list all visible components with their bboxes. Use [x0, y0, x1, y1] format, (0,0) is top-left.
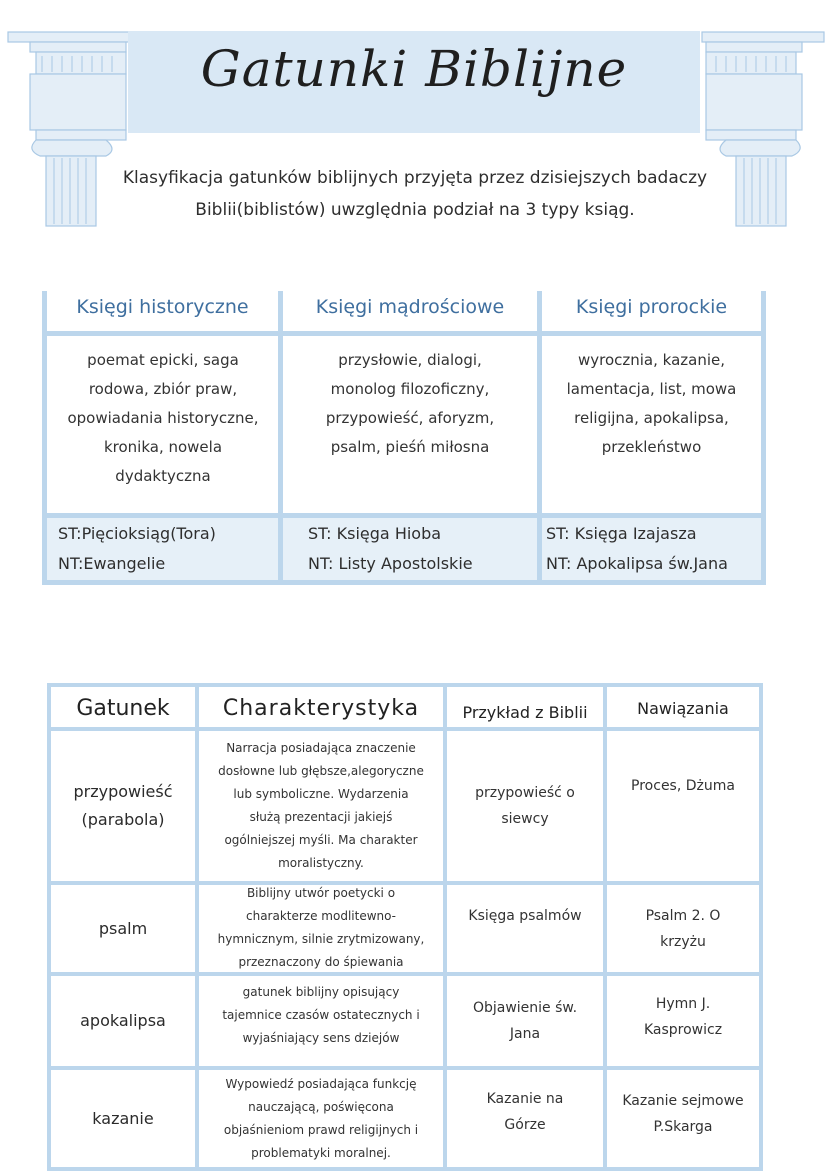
col-header-example: Przykład z Biblii	[462, 702, 588, 722]
cell-line: Górze	[504, 1116, 546, 1133]
table-row-reference	[607, 1070, 759, 1158]
cell-line: nauczającą, poświęcona	[248, 1099, 394, 1114]
heading-prophetic: Księgi prorockie	[575, 296, 728, 318]
table-row-description	[199, 883, 443, 972]
cell-line: objaśnieniom prawd religijnych i	[223, 1122, 419, 1137]
table-border	[759, 683, 763, 1171]
cell-line: Kazanie sejmowe	[622, 1093, 744, 1109]
table-row-reference	[607, 731, 759, 841]
genre-line: psalm, pieśń miłosna	[330, 438, 490, 456]
cell-line: apokalipsa	[80, 1011, 166, 1030]
col-header-references: Nawiązania	[637, 698, 729, 718]
table-row-description	[199, 976, 443, 1054]
table-row-genre	[51, 1070, 195, 1167]
example-st: ST: Księga Hioba	[308, 524, 442, 543]
cell-line: Kasprowicz	[643, 1022, 723, 1038]
cell-line: Księga psalmów	[468, 908, 582, 924]
cell-line: przeznaczony do śpiewania	[238, 954, 404, 969]
cell-line: dosłowne lub głębsze,alegoryczne	[218, 764, 424, 778]
example-nt: NT:Ewangelie	[58, 554, 166, 573]
cell-line: Hymn J.	[655, 996, 711, 1012]
examples-prophetic	[546, 519, 728, 579]
heading-historical: Księgi historyczne	[76, 296, 249, 318]
cell-line: tajemnice czasów ostatecznych i	[222, 1007, 420, 1022]
table-row-genre	[51, 885, 195, 972]
intro-text	[90, 162, 740, 226]
table-row-example	[447, 976, 603, 1066]
cell-line: psalm	[98, 918, 148, 938]
genre-line: kronika, nowela	[103, 438, 223, 456]
genre-line: przysłowie, dialogi,	[338, 351, 482, 369]
examples-wisdom	[308, 519, 473, 579]
cell-line: Proces, Dżuma	[631, 778, 735, 794]
cell-line: P.Skarga	[653, 1119, 713, 1135]
cell-line: (parabola)	[81, 810, 165, 829]
table-row-reference	[607, 976, 759, 1058]
genre-line: poemat epicki, saga	[87, 351, 239, 369]
cell-line: Objawienie św.	[472, 1000, 578, 1016]
cell-line: krzyżu	[660, 933, 706, 950]
example-st: ST:Pięcioksiąg(Tora)	[58, 524, 216, 543]
genre-line: religijna, apokalipsa,	[574, 409, 729, 427]
genre-line: monolog filozoficzny,	[330, 380, 490, 398]
cell-line: kazanie	[92, 1108, 154, 1128]
example-nt: NT: Listy Apostolskie	[308, 554, 473, 573]
table-row-example	[447, 1070, 603, 1153]
heading-wisdom: Księgi mądrościowe	[315, 296, 505, 318]
genres-wisdom	[285, 346, 535, 462]
intro-line: Biblii(biblistów) uwzględnia podział na 3 typy ksiąg.	[195, 200, 635, 220]
cell-line: gatunek biblijny opisujący	[242, 984, 400, 999]
table-row-genre	[51, 731, 195, 881]
cell-line: przypowieść	[73, 782, 173, 801]
page-title: Gatunki Biblijne	[200, 40, 628, 98]
example-nt: NT: Apokalipsa św.Jana	[546, 554, 728, 573]
cell-line: lub symboliczne. Wydarzenia	[233, 787, 409, 801]
cell-line: ogólniejszej myśli. Ma charakter	[224, 833, 418, 847]
cell-line: służą prezentacji jakiejś	[249, 810, 393, 824]
cell-line: Jana	[509, 1026, 541, 1042]
cell-line: problematyki moralnej.	[251, 1145, 391, 1160]
col-header-genre: Gatunek	[76, 695, 170, 721]
table-row-reference	[607, 885, 759, 972]
cell-line: Wypowiedź posiadająca funkcję	[225, 1076, 417, 1091]
examples-historical	[58, 519, 216, 579]
cell-line: charakterze modlitewno-	[245, 908, 397, 923]
cell-line: Kazanie na	[486, 1090, 564, 1107]
genre-line: przypowieść, aforyzm,	[325, 409, 495, 427]
genre-line: lamentacja, list, mowa	[566, 380, 737, 398]
example-st: ST: Księga Izajasza	[546, 524, 697, 543]
table-row-example	[447, 731, 603, 881]
genre-line: opowiadania historyczne,	[67, 409, 259, 427]
genre-line: wyrocznia, kazanie,	[577, 351, 726, 369]
cell-line: przypowieść o	[475, 785, 575, 801]
genres-historical	[50, 346, 276, 491]
cell-line: Narracja posiadająca znaczenie	[226, 741, 416, 755]
table-border	[47, 1167, 763, 1171]
table-row-description	[199, 1070, 443, 1167]
cell-line: Psalm 2. O	[645, 907, 721, 924]
table-border	[42, 513, 766, 518]
intro-line: Klasyfikacja gatunków biblijnych przyjęta przez dzisiejszych badaczy	[122, 168, 708, 188]
table-row-example	[447, 885, 603, 947]
genre-line: przekleństwo	[601, 438, 702, 456]
cell-line: Biblijny utwór poetycki o	[246, 885, 396, 900]
cell-line: moralistyczny.	[278, 856, 364, 870]
table-row-genre	[51, 976, 195, 1066]
cell-line: wyjaśniający sens dziejów	[242, 1030, 400, 1045]
table-row-description	[199, 731, 443, 881]
genres-table	[47, 683, 763, 1171]
book-types-table	[42, 291, 766, 585]
cell-line: siewcy	[501, 811, 549, 827]
table-border	[42, 580, 766, 585]
genre-line: rodowa, zbiór praw,	[88, 380, 238, 398]
cell-line: hymnicznym, silnie zrytmizowany,	[217, 931, 425, 946]
genre-line: dydaktyczna	[115, 467, 211, 485]
genres-prophetic	[544, 346, 759, 462]
col-header-characteristics: Charakterystyka	[222, 695, 420, 721]
